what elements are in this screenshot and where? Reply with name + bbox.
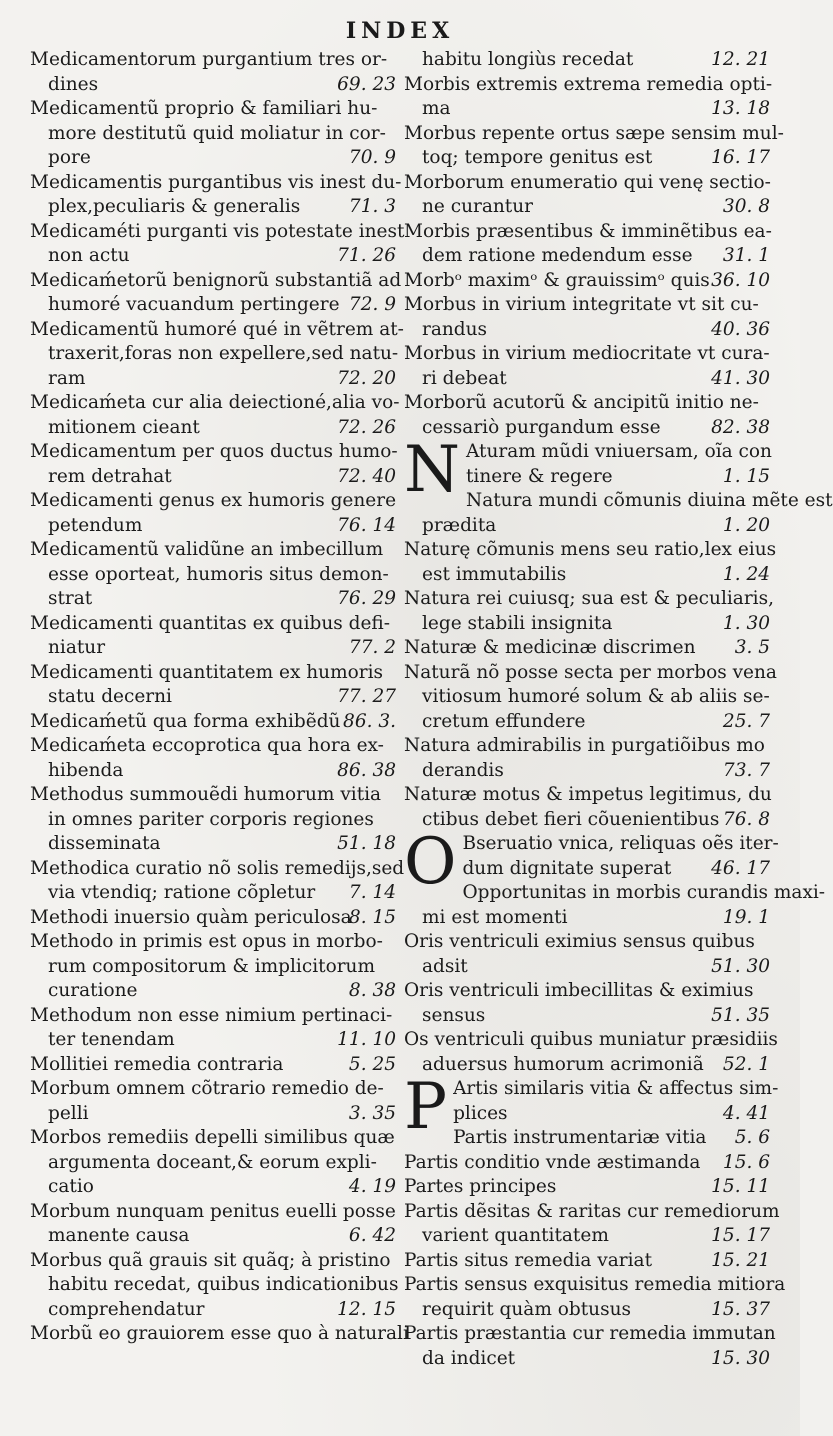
entry-line: Naturæ motus & impetus legitimus, du [404,784,772,805]
index-entry [404,661,777,735]
entry-line: tinere & regere [466,465,613,487]
entry-line: curatione [48,980,138,1001]
entry-line: Medicamenti quantitas ex quibus defi- [30,612,391,634]
entry-line: humoré vacuandum pertingere [48,294,340,315]
entry-line: Partis dẽsitas & raritas cur remediorum [404,1200,780,1222]
entry-line: requirit quàm obtusus [422,1298,631,1320]
index-entry [30,440,400,489]
page-reference: 12. 21 [711,49,770,70]
entry-line: plex,peculiaris & generalis [48,196,301,217]
page-reference: 4. 19 [348,1176,396,1197]
page-reference: 19. 1 [722,906,770,928]
entry-line: est immutabilis [422,563,567,585]
page-reference: 76. 8 [722,808,770,830]
entry-line: niatur [48,637,106,658]
entry-line: Medicamentorum purgantium tres or- [30,49,388,70]
entry-line: catio [48,1176,94,1197]
page-reference: 76. 14 [337,514,396,536]
drop-initial: N [404,433,460,507]
page-reference: 15. 37 [711,1298,770,1320]
entry-line: ram [48,367,86,389]
entry-line: prædita [422,514,497,536]
index-entry [30,612,400,661]
entry-line: Methodi inuersio quàm periculosa [30,906,352,928]
entry-line: Oris ventriculi imbecillitas & eximius [404,980,754,1001]
page-reference: 1. 24 [722,563,770,585]
entry-line: more destitutũ quid moliatur in cor- [48,122,386,144]
page-reference: 1. 20 [722,514,770,536]
entry-line: Medicamentũ validũne an imbecillum [30,539,384,560]
entry-line: comprehendatur [48,1298,205,1320]
page-reference: 71. 3 [348,196,396,217]
page-reference: 73. 7 [722,759,770,781]
index-entry [30,1077,400,1126]
page-reference: 15. 30 [711,1347,770,1369]
entry-line: Naturã nõ posse secta per morbos vena [404,661,777,683]
entry-line: hibenda [48,759,124,781]
entry-line: Methodica curatio nõ solis remedijs,sed [30,857,405,879]
index-columns [30,48,833,1420]
index-entry [30,1322,409,1347]
entry-line: traxerit,foras non expellere,sed natu- [48,343,399,364]
entry-line: statu decerni [48,686,172,707]
entry-line: Medicamentis purgantibus vis inest du- [30,171,402,193]
entry-line: Partis sensus exquisitus remedia mitiora [404,1274,786,1295]
page-reference: 3. 35 [348,1102,396,1124]
entry-line: ri debeat [422,367,507,389]
entry-line: habitu longiùs recedat [422,49,634,70]
entry-line: toq; tempore genitus est [422,147,653,168]
index-entry [30,269,400,318]
entry-line: habitu recedat, quibus indicationibus [48,1274,399,1295]
entry-line: Naturæ & medicinæ discrimen [404,637,696,658]
index-entry [30,710,400,735]
index-entry [30,1249,400,1323]
entry-line: Artis similaris vitia & affectus sim- [453,1078,779,1099]
entry-line: Methodum non esse nimium pertinaci- [30,1004,393,1026]
index-entry [404,1249,774,1274]
index-entry [30,930,400,1004]
page-reference: 71. 26 [337,245,396,266]
index-entry [30,857,405,906]
index-entry [404,587,774,636]
index-entry [404,734,774,783]
page-reference: 86. 38 [337,759,396,781]
page-reference: 82. 38 [711,416,770,438]
entry-line: Morbos remediis depelli similibus quæ [30,1127,395,1148]
entry-line: Medicamentum per quos ductus humo- [30,441,398,462]
entry-line: strat [48,588,93,609]
entry-line: Natura mundi cõmunis diuina mẽte est [466,490,833,511]
entry-line: Methodo in primis est opus in morbo- [30,931,383,952]
page-reference: 8. 38 [348,980,396,1001]
entry-line: plices [453,1102,508,1124]
page-reference: 86. 3. [343,710,396,732]
entry-line: Aturam mũdi vniuersam, oĩa con [466,441,772,462]
page-reference: 7. 14 [348,882,396,903]
entry-line: Morborũ acutorũ & ancipitũ initio ne- [404,392,759,413]
index-entry [404,1028,778,1077]
index-entry [404,979,774,1028]
entry-line: Mollitiei remedia contraria [30,1053,284,1075]
entry-line: pelli [48,1102,89,1124]
entry-line: pore [48,147,91,168]
index-entry [30,171,400,220]
index-entry [30,1004,400,1053]
entry-line: dem ratione medendum esse [422,245,693,266]
index-entry [404,1175,774,1200]
page-reference: 11. 10 [337,1029,396,1050]
index-entry [404,881,826,930]
index-entry [30,220,405,269]
page-reference: 8. 15 [348,906,396,928]
entry-line: Morbus quã grauis sit quãq; à pristino [30,1249,391,1271]
drop-initial: O [404,825,457,899]
index-entry [30,489,400,538]
page-reference: 15. 21 [711,1249,770,1271]
entry-line: randus [422,318,488,340]
page-reference: 77. 27 [337,686,396,707]
running-head: INDEX [345,18,455,44]
entry-line: Partis præstantia cur remedia immutan [404,1323,776,1344]
entry-line: esse oporteat, humoris situs demon- [48,563,389,585]
entry-line: Morbum nunquam penitus euelli posse [30,1200,396,1222]
entry-line: Morbᵒ maximᵒ & grauissimᵒ quis [404,269,710,291]
entry-line: Medicaméti purganti vis potestate inest [30,220,405,242]
left-column [30,48,409,1420]
entry-line: via vtendiq; ratione cõpletur [48,882,316,903]
page-reference: 1. 15 [722,465,770,487]
entry-line: Morbus in virium mediocritate vt cura- [404,343,770,364]
page-reference: 4. 41 [722,1102,770,1124]
drop-initial: P [404,1070,448,1144]
index-entry [404,73,774,122]
page-reference: 3. 5 [734,637,770,658]
entry-line: non actu [48,245,130,266]
page-reference: 31. 1 [722,245,770,266]
entry-line: cretum effundere [422,710,586,732]
page-reference: 13. 18 [711,98,770,119]
index-entry [30,538,400,612]
page-reference: 72. 20 [337,367,396,389]
index-entry [404,342,774,391]
entry-line: lege stabili insignita [422,612,613,634]
page-reference: 52. 1 [722,1053,770,1075]
entry-line: Medicaḿetorũ benignorũ substantiã ad [30,269,402,291]
entry-line: Morbis extremis extrema remedia opti- [404,73,773,95]
entry-line: dum dignitate superat [462,857,672,879]
entry-line: mitionem cieant [48,416,200,438]
entry-line: Medicaḿeta eccoprotica qua hora ex- [30,735,384,756]
entry-line: Medicamentũ humoré qué in vẽtrem at- [30,318,404,340]
entry-line: Partis instrumentariæ vitia [453,1127,707,1148]
index-entry [404,1273,786,1322]
page-reference: 1. 30 [722,612,770,634]
entry-line: rum compositorum & implicitorum [48,955,376,977]
index-entry [404,930,774,979]
entry-line: adsit [422,955,468,977]
entry-line: Opportunitas in morbis curandis maxi- [462,882,826,903]
entry-line: Morbũ eo grauiorem esse quo à naturali [30,1323,409,1344]
entry-line: vitiosum humoré solum & ab aliis se- [422,686,770,707]
entry-line: Natura admirabilis in purgatiõibus mo [404,735,765,756]
entry-line: ne curantur [422,196,533,217]
page-reference: 72. 40 [337,465,396,487]
page-reference: 51. 18 [337,833,396,854]
index-entry [404,1322,774,1371]
page-reference: 15. 6 [722,1151,770,1173]
entry-line: Medicaḿeta cur alia deiectioné,alia vo- [30,392,400,413]
page-reference: 70. 9 [348,147,396,168]
entry-line: da indicet [422,1347,516,1369]
entry-line: mi est momenti [422,906,568,928]
page-reference: 30. 8 [722,196,770,217]
index-entry [404,489,833,538]
index-entry [30,1053,400,1078]
page-reference: 36. 10 [711,269,770,291]
entry-line: Partes principes [404,1176,557,1197]
page-reference: 72. 9 [348,294,396,315]
entry-line: Morborum enumeratio qui venę sectio- [404,171,771,193]
entry-line: Morbus in virium integritate vt sit cu- [404,294,759,315]
entry-line: Methodus summouẽdi humorum vitia [30,784,382,805]
index-entry [404,783,774,832]
index-entry [30,906,400,931]
index-entry [30,1200,400,1249]
index-entry [30,97,400,171]
entry-line: Morbus repente ortus sæpe sensim mul- [404,122,784,144]
entry-line: rem detrahat [48,465,172,487]
right-column [404,48,833,1420]
page-reference: 40. 36 [711,318,770,340]
page-reference: 46. 17 [711,857,770,879]
entry-line: Naturę cõmunis mens seu ratio,lex eius [404,539,777,560]
entry-line: Medicamentũ proprio & familiari hu- [30,98,378,119]
entry-line: disseminata [48,833,161,854]
index-entry [404,48,774,73]
entry-line: ter tenendam [48,1029,175,1050]
index-entry [404,1126,774,1151]
index-entry [30,391,400,440]
index-entry [404,636,774,661]
index-entry [30,783,400,857]
page-reference: 15. 11 [711,1176,770,1197]
entry-line: in omnes pariter corporis regiones [48,808,374,830]
entry-line: cessariò purgandum esse [422,416,661,438]
entry-line: aduersus humorum acrimoniã [422,1053,704,1075]
index-entry [404,220,774,269]
page-reference: 76. 29 [337,588,396,609]
page-reference: 5. 25 [348,1053,396,1075]
entry-line: Bseruatio vnica, reliquas oẽs iter- [462,833,779,854]
entry-line: Oris ventriculi eximius sensus quibus [404,931,755,952]
index-entry [30,48,400,97]
index-entry [30,734,400,783]
index-entry [30,661,400,710]
page-reference: 41. 30 [711,367,770,389]
entry-line: Natura rei cuiusq; sua est & peculiaris, [404,588,774,609]
entry-line: argumenta doceant,& eorum expli- [48,1151,377,1173]
index-entry [30,318,404,392]
index-entry [404,171,774,220]
index-entry [30,1126,400,1200]
entry-line: Medicamenti quantitatem ex humoris [30,661,384,683]
index-entry [404,1151,774,1176]
entry-line: Medicamenti genus ex humoris genere [30,490,397,511]
entry-line: manente causa [48,1225,190,1246]
entry-line: ctibus debet fieri cõuenientibus [422,808,720,830]
entry-line: dines [48,73,99,95]
index-entry [404,269,774,294]
entry-line: Os ventriculi quibus muniatur præsidiis [404,1029,778,1050]
page-reference: 69. 23 [337,73,396,95]
entry-line: Morbum omnem cõtrario remedio de- [30,1078,384,1099]
entry-line: Medicaḿetũ qua forma exhibẽdũ [30,710,341,732]
page-reference: 25. 7 [722,710,770,732]
page-reference: 16. 17 [711,147,770,168]
page-reference: 77. 2 [348,637,396,658]
page-reference: 51. 35 [711,1004,770,1026]
index-entry [404,122,784,171]
page-reference: 6. 42 [348,1225,396,1246]
entry-line: Morbis præsentibus & imminẽtibus ea- [404,220,772,242]
page-reference: 51. 30 [711,955,770,977]
index-entry [404,293,774,342]
page-reference: 72. 26 [337,416,396,438]
index-entry [404,1200,780,1249]
entry-line: ma [422,98,451,119]
index-entry [404,538,777,587]
entry-line: Partis conditio vnde æstimanda [404,1151,701,1173]
entry-line: Partis situs remedia variat [404,1249,653,1271]
page-reference: 15. 17 [711,1225,770,1246]
entry-line: varient quantitatem [422,1225,609,1246]
entry-line: petendum [48,514,143,536]
entry-line: derandis [422,759,504,781]
entry-line: sensus [422,1004,486,1026]
page-reference: 5. 6 [734,1127,770,1148]
page-reference: 12. 15 [337,1298,396,1320]
